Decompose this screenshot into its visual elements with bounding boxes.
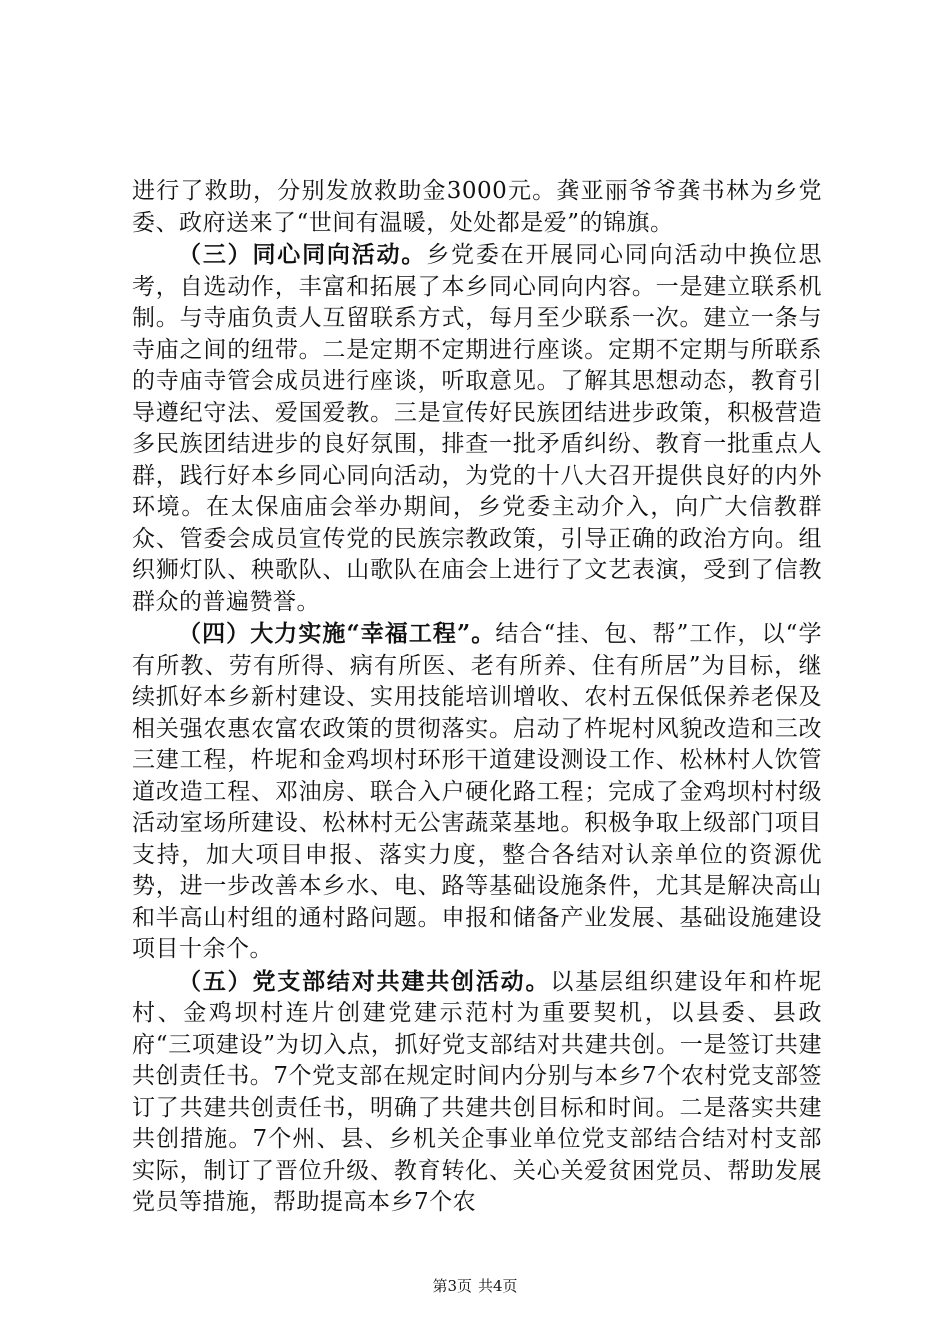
page-total: 共4页 [478,1277,518,1295]
paragraph-text: 以基层组织建设年和杵坭村、金鸡坝村连片创建党建示范村为重要契机，以县委、县政府“三项建设”为切入点，抓好党支部结对共建共创。一是签订共建共创责任书。7个党支部在规定时间内分别与本乡7个农村党支部签订了共建共创责任书，明确了共建共创目标和时间。二是落实共建共创措施。7个州、县、乡机关企事业单位党支部结合结对村支部实际，制订了晋位升级、教育转化、关心关爱贫困党员、帮助发展党员等措施，帮助提高本乡7个农 [132,968,823,1215]
paragraph-text: 乡党委在开展同心同向活动中换位思考，自选动作，丰富和拓展了本乡同心同向内容。一是建立联系机制。与寺庙负责人互留联系方式，每月至少联系一次。建立一条与寺庙之间的纽带。二是定期不定期进行座谈。定期不定期与所联系的寺庙寺管会成员进行座谈，听取意见。了解其思想动态，教育引导遵纪守法、爱国爱教。三是宣传好民族团结进步政策，积极营造多民族团结进步的良好氛围，排查一批矛盾纠纷、教育一批重点人群，践行好本乡同心同向活动，为党的十八大召开提供良好的内外环境。在太保庙庙会举办期间，乡党委主动介入，向广大信教群众、管委会成员宣传党的民族宗教政策，引导正确的政治方向。组织狮灯队、秧歌队、山歌队在庙会上进行了文艺表演，受到了信教群众的普遍赞誉。 [132,242,823,615]
paragraph-continuation [132,176,822,239]
section-heading: （四）大力实施“幸福工程”。 [178,620,496,647]
section-heading: （五）党支部结对共建共创活动。 [178,967,551,995]
paragraph-text: 进行了救助，分别发放救助金3000元。龚亚丽爷爷龚书林为乡党委、政府送来了“世间有温暖，处处都是爱”的锦旗。 [132,178,822,236]
page-footer [0,1276,950,1296]
document-body [132,176,822,1219]
section-heading: （三）同心同向活动。 [178,241,427,268]
paragraph-section-4 [132,618,822,966]
paragraph-section-5 [132,966,822,1219]
paragraph-section-3 [132,239,822,618]
page-number: 第3页 [432,1277,472,1295]
paragraph-text: 结合“挂、包、帮”工作，以“学有所教、劳有所得、病有所医、老有所养、住有所居”为目标，继续抓好本乡新村建设、实用技能培训增收、农村五保低保养老保及相关强农惠农富农政策的贯彻落实。启动了杵坭村风貌改造和三改三建工程，杵坭和金鸡坝村环形干道建设测设工作、松林村人饮管道改造工程、邓油房、联合入户硬化路工程；完成了金鸡坝村村级活动室场所建设、松林村无公害蔬菜基地。积极争取上级部门项目支持，加大项目申报、落实力度，整合各结对认亲单位的资源优势，进一步改善本乡水、电、路等基础设施条件，尤其是解决高山和半高山村组的通村路问题。申报和储备产业发展、基础设施建设项目十余个。 [132,621,822,962]
